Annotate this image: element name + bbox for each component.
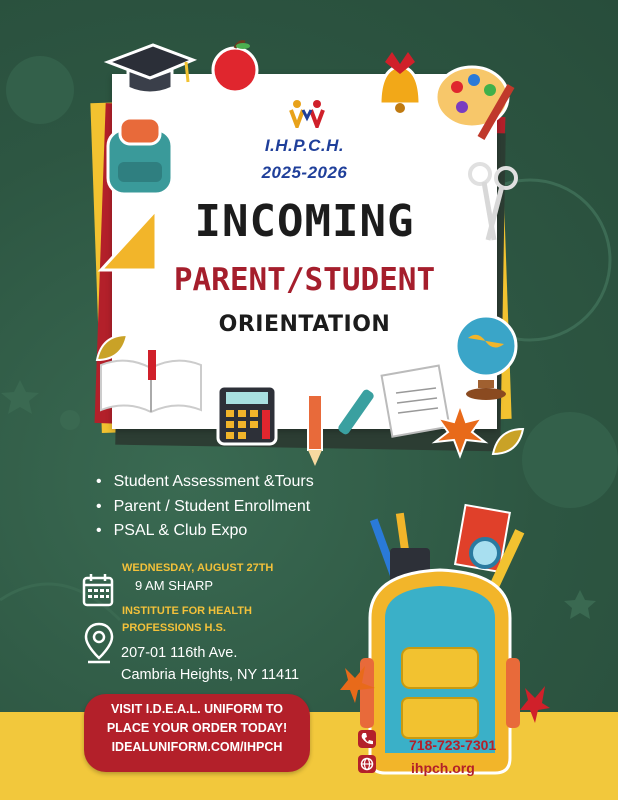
- calendar-icon: [82, 573, 114, 607]
- agenda-list: [96, 470, 314, 544]
- website-link[interactable]: ihpch.org: [411, 760, 475, 776]
- agenda-item: • Student Assessment &Tours: [96, 470, 314, 495]
- school-logo-icon: [287, 98, 327, 128]
- title-incoming: INCOMING: [194, 196, 415, 247]
- bell-icon: [360, 44, 440, 124]
- uniform-order-banner[interactable]: [84, 694, 310, 772]
- paint-palette-icon: [432, 52, 522, 142]
- autumn-leaf-icon: [430, 400, 490, 460]
- agenda-item: • Parent / Student Enrollment: [96, 495, 314, 520]
- school-year: 2025-2026: [261, 163, 348, 182]
- pencil-icon: [300, 390, 330, 470]
- apple-icon: [205, 36, 265, 96]
- title-orientation: ORIENTATION: [218, 312, 391, 337]
- phone-number[interactable]: 718-723-7301: [409, 737, 497, 753]
- agenda-item: • PSAL & Club Expo: [96, 519, 314, 544]
- leaf-icon-right: [488, 424, 528, 464]
- cta-url[interactable]: IDEALUNIFORM.COM/IHPCH: [111, 740, 283, 754]
- cta-line: VISIT I.D.E.A.L. UNIFORM TO: [111, 702, 283, 716]
- event-date: WEDNESDAY, AUGUST 27TH: [122, 562, 274, 574]
- venue-line: PROFESSIONS H.S.: [122, 622, 226, 634]
- event-venue: [122, 603, 292, 637]
- map-pin-icon: [84, 622, 114, 664]
- calculator-icon: [212, 380, 282, 450]
- address-line: 207-01 116th Ave.: [121, 645, 238, 661]
- cta-line: PLACE YOUR ORDER TODAY!: [106, 721, 288, 735]
- globe-icon-small: [358, 755, 376, 773]
- org-name: I.H.P.C.H.: [264, 136, 345, 155]
- address-line: Cambria Heights, NY 11411: [121, 667, 300, 683]
- venue-line: INSTITUTE FOR HEALTH: [122, 605, 252, 617]
- pen-icon: [332, 385, 382, 445]
- event-address: [121, 642, 299, 686]
- title-parent-student: PARENT/STUDENT: [173, 262, 436, 298]
- event-time: 9 AM SHARP: [135, 578, 214, 593]
- phone-icon: [358, 730, 376, 748]
- graduation-cap-icon: [98, 40, 198, 100]
- open-book-icon: [96, 350, 206, 420]
